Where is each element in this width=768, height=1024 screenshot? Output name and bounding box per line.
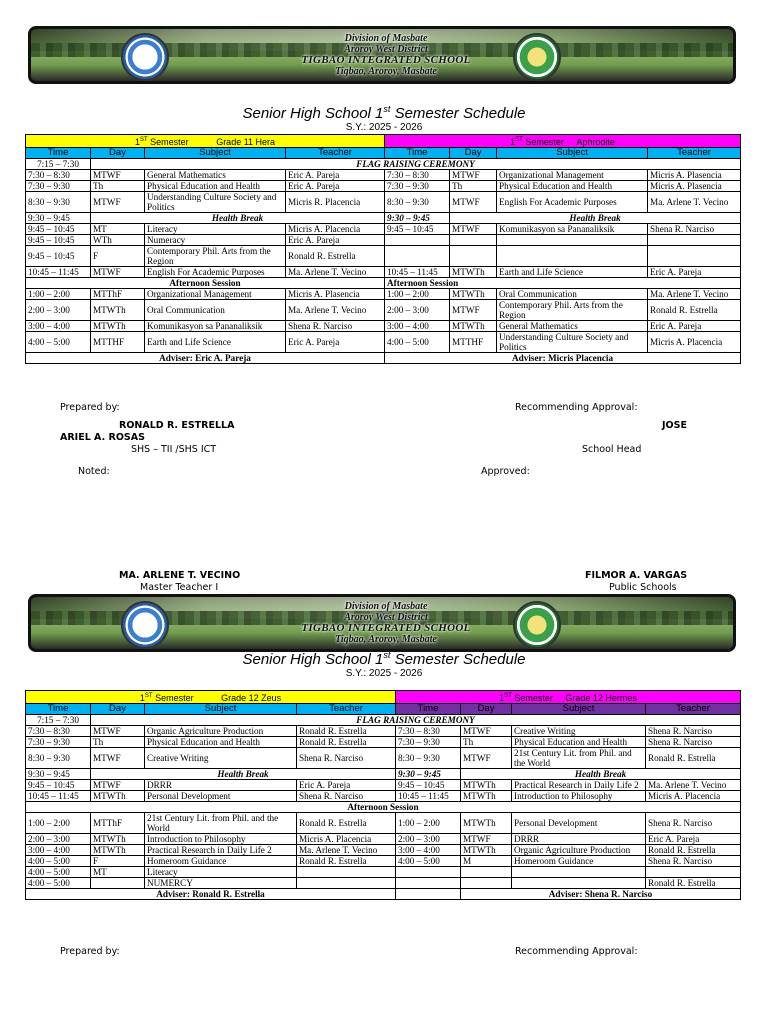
cell-day: MTWF [91,267,145,278]
cell-day: MTWTh [461,845,512,856]
adviser-left: Adviser: Ronald R. Estrella [26,889,396,900]
health-break-time: 9:30 – 9:45 [385,213,450,224]
col-day: Day [461,704,512,715]
cell-subject: Organizational Management [497,170,648,181]
cell-teacher [646,867,741,878]
banner-line-district: Aroroy West District [344,44,428,55]
cell-subject: Contemporary Phil. Arts from the Region [145,246,286,267]
cell-subject: Introduction to Philosophy [512,791,646,802]
cell-teacher: Ronald R. Estrella [297,856,396,867]
schedule-table-grade12 [25,690,741,900]
schedule-row [26,224,741,235]
school-banner [28,26,736,84]
cell-subject: Oral Communication [497,289,648,300]
cell-day: MTWTh [450,267,497,278]
banner-text [221,33,551,77]
banner-line-school: TIGBAO INTEGRATED SCHOOL [301,622,471,634]
schedule-row [26,726,741,737]
banner-line-division: Division of Masbate [344,601,428,612]
cell-day [450,235,497,246]
afternoon-session-label: Afternoon Session [26,278,385,289]
cell-day: MTWF [461,748,512,769]
cell-day: MTWTh [461,780,512,791]
schedule-row [26,300,741,321]
cell-day: F [91,856,145,867]
adviser-row [26,353,741,364]
schedule-row [26,289,741,300]
cell-time: 7:30 – 8:30 [26,726,91,737]
cell-time: 10:45 – 11:45 [385,267,450,278]
cell-time: 9:45 – 10:45 [385,224,450,235]
cell-subject: Understanding Culture Society and Politics [497,332,648,353]
cell-subject: Homeroom Guidance [145,856,297,867]
health-break-label: Health Break [461,769,741,780]
schedule-row [26,192,741,213]
cell-time: 2:00 – 3:00 [26,834,91,845]
cell-day: MTTHF [450,332,497,353]
cell-day [91,878,145,889]
signatory-position: SHS – TII /SHS ICT [131,444,217,455]
schedule-row [26,748,741,769]
schedule-row [26,867,741,878]
cell-subject: Literacy [145,224,286,235]
cell-subject [497,235,648,246]
flag-ceremony-label: FLAG RAISING CEREMONY [91,715,741,726]
cell-day: WTh [91,235,145,246]
health-break-label: Health Break [450,213,741,224]
signatory-name: JOSE [662,420,687,431]
cell-teacher: Ronald R. Estrella [646,748,741,769]
cell-day: MTTHF [91,332,145,353]
health-break-time: 9:30 – 9:45 [26,213,91,224]
cell-teacher: Shena R. Narciso [646,856,741,867]
cell-subject [497,246,648,267]
schedule-row [26,170,741,181]
signatory-name: ARIEL A. ROSAS [60,432,145,443]
cell-time [396,867,461,878]
cell-teacher [648,246,741,267]
cell-time: 9:45 – 10:45 [26,780,91,791]
signatory-name: FILMOR A. VARGAS [585,570,688,581]
cell-day: MTWTh [91,300,145,321]
cell-day: MTWF [450,170,497,181]
col-time: Time [385,148,450,159]
schedule-row [26,267,741,278]
cell-day: MTWTh [461,813,512,834]
cell-day: MTWTh [91,845,145,856]
afternoon-session-label: Afternoon Session [26,802,741,813]
schedule-row [26,737,741,748]
schedule-row [26,332,741,353]
cell-subject: Contemporary Phil. Arts from the Region [497,300,648,321]
col-time: Time [396,704,461,715]
cell-teacher: Ronald R. Estrella [646,878,741,889]
flag-time: 7:15 – 7:30 [26,159,91,170]
cell-teacher: Eric A. Pareja [286,181,385,192]
adviser-spacer [396,889,461,900]
cell-teacher [648,235,741,246]
cell-day: M [461,856,512,867]
school-year: S.Y.: 2025 - 2026 [345,668,423,679]
noted-label: Noted: [78,466,110,477]
adviser-row [26,889,741,900]
cell-subject [512,867,646,878]
cell-time: 3:00 – 4:00 [26,321,91,332]
cell-teacher: Ronald R. Estrella [648,300,741,321]
cell-teacher: Micris A. Plasencia [648,170,741,181]
school-year: S.Y.: 2025 - 2026 [345,122,423,133]
cell-subject: Creative Writing [145,748,297,769]
cell-day: MTWF [91,748,145,769]
schedule-row [26,246,741,267]
col-day: Day [91,704,145,715]
col-teacher: Teacher [297,704,396,715]
col-subject: Subject [145,704,297,715]
signatory-name: MA. ARLENE T. VECINO [119,570,241,581]
cell-teacher: Ronald R. Estrella [297,737,396,748]
schedule-row [26,834,741,845]
cell-teacher: Ma. Arlene T. Vecino [286,267,385,278]
cell-day: MTThF [91,289,145,300]
col-teacher: Teacher [648,148,741,159]
cell-teacher: Shena R. Narciso [297,748,396,769]
col-time: Time [26,148,91,159]
cell-teacher: Shena R. Narciso [646,737,741,748]
cell-teacher: Ma. Arlene T. Vecino [648,192,741,213]
flag-time: 7:15 – 7:30 [26,715,91,726]
cell-subject: Numeracy [145,235,286,246]
cell-time: 7:30 – 9:30 [26,737,91,748]
cell-subject: Practical Research in Daily Life 2 [512,780,646,791]
cell-teacher: Ronald R. Estrella [297,813,396,834]
prepared-by-label: Prepared by: [60,402,120,413]
cell-time: 2:00 – 3:00 [385,300,450,321]
schedule-row [26,845,741,856]
semester-header-row [26,691,741,704]
cell-subject: DRRR [145,780,297,791]
cell-time: 8:30 – 9:30 [396,748,461,769]
cell-day: MTWF [91,780,145,791]
cell-teacher: Micris A. Placencia [648,332,741,353]
cell-subject: 21st Century Lit. from Phil. and the World [145,813,297,834]
cell-teacher: Shena R. Narciso [648,224,741,235]
cell-teacher: Micris A. Placencia [297,834,396,845]
cell-teacher: Ma. Arlene T. Vecino [648,289,741,300]
cell-time: 8:30 – 9:30 [26,748,91,769]
cell-day: MTWTh [450,289,497,300]
cell-time [385,235,450,246]
health-break-time: 9:30 – 9:45 [26,769,91,780]
left-semester-header: 1ST Semester Grade 11 Hera [26,135,385,148]
cell-subject: Physical Education and Health [145,181,286,192]
cell-subject: Physical Education and Health [145,737,297,748]
cell-time: 4:00 – 5:00 [385,332,450,353]
cell-time: 7:30 – 9:30 [26,181,91,192]
school-seal-logo [121,33,169,81]
prepared-by-label: Prepared by: [60,946,120,957]
cell-time: 3:00 – 4:00 [396,845,461,856]
cell-time: 10:45 – 11:45 [396,791,461,802]
afternoon-session-row [26,278,741,289]
cell-time: 7:30 – 8:30 [385,170,450,181]
cell-time [385,246,450,267]
cell-subject: Oral Communication [145,300,286,321]
col-time: Time [26,704,91,715]
cell-teacher: Eric A. Pareja [648,267,741,278]
cell-teacher: Ronald R. Estrella [646,845,741,856]
cell-time: 9:45 – 10:45 [396,780,461,791]
cell-subject: Komunikasyon sa Pananaliksik [497,224,648,235]
col-day: Day [91,148,145,159]
cell-time: 10:45 – 11:45 [26,267,91,278]
cell-subject: Introduction to Philosophy [145,834,297,845]
schedule-row [26,780,741,791]
cell-day: Th [91,181,145,192]
health-break-row [26,769,741,780]
left-semester-header: 1ST Semester Grade 12 Zeus [26,691,396,704]
semester-header-row [26,135,741,148]
cell-time: 4:00 – 5:00 [26,332,91,353]
cell-time: 7:30 – 9:30 [385,181,450,192]
cell-time [396,878,461,889]
cell-time: 4:00 – 5:00 [396,856,461,867]
cell-day: MT [91,224,145,235]
cell-day [461,878,512,889]
col-subject: Subject [145,148,286,159]
cell-time: 1:00 – 2:00 [26,289,91,300]
cell-subject: Organizational Management [145,289,286,300]
adviser-right: Adviser: Micris Placencia [385,353,741,364]
cell-day: MTWF [450,192,497,213]
approved-label: Approved: [481,466,530,477]
cell-day: MTWF [461,726,512,737]
cell-subject: Organic Agriculture Production [145,726,297,737]
cell-time: 7:30 – 8:30 [26,170,91,181]
cell-day [450,246,497,267]
flag-ceremony-row [26,715,741,726]
cell-day: MTWF [450,224,497,235]
banner-line-district: Aroroy West District [344,612,428,623]
cell-time: 7:30 – 8:30 [396,726,461,737]
cell-teacher: Eric A. Pareja [297,780,396,791]
cell-time: 1:00 – 2:00 [385,289,450,300]
cell-time: 3:00 – 4:00 [26,845,91,856]
health-break-label: Health Break [91,213,385,224]
cell-time: 1:00 – 2:00 [396,813,461,834]
cell-teacher: Eric A. Pareja [646,834,741,845]
column-header-row [26,148,741,159]
cell-time: 4:00 – 5:00 [26,878,91,889]
schedule-row [26,813,741,834]
cell-subject: Understanding Culture Society and Politics [145,192,286,213]
cell-teacher: Eric A. Pareja [286,332,385,353]
cell-time: 3:00 – 4:00 [385,321,450,332]
health-break-row [26,213,741,224]
cell-day: MTWTh [450,321,497,332]
health-break-label: Health Break [91,769,396,780]
cell-subject: 21st Century Lit. from Phil. and the World [512,748,646,769]
afternoon-session-label: Afternoon Session [385,278,741,289]
page-title: Senior High School 1st Semester Schedule [242,104,526,122]
cell-day: MTWF [450,300,497,321]
deped-seal-logo [513,601,561,649]
col-day: Day [450,148,497,159]
cell-day [461,867,512,878]
cell-subject: Homeroom Guidance [512,856,646,867]
cell-time: 2:00 – 3:00 [396,834,461,845]
cell-teacher: Ma. Arlene T. Vecino [646,780,741,791]
school-seal-logo [121,601,169,649]
cell-teacher: Shena R. Narciso [286,321,385,332]
signatory-position: Public Schools [609,582,677,593]
col-teacher: Teacher [646,704,741,715]
cell-teacher: Micris A. Plasencia [286,289,385,300]
cell-teacher [297,867,396,878]
banner-line-address: Tigbao, Aroroy, Masbate [335,66,437,77]
schedule-table-grade11 [25,134,741,364]
cell-teacher: Eric A. Pareja [286,170,385,181]
cell-day: MTThF [91,813,145,834]
cell-day: Th [461,737,512,748]
cell-teacher: Eric A. Pareja [648,321,741,332]
cell-teacher: Shena R. Narciso [297,791,396,802]
right-semester-header: 1ST Semester Aphrodite [385,135,741,148]
signatory-position: School Head [582,444,642,455]
cell-subject: DRRR [512,834,646,845]
afternoon-session-row [26,802,741,813]
cell-time: 10:45 – 11:45 [26,791,91,802]
cell-subject: English For Academic Purposes [497,192,648,213]
health-break-time: 9:30 – 9:45 [396,769,461,780]
cell-teacher: Shena R. Narciso [646,813,741,834]
schedule-row [26,181,741,192]
banner-line-school: TIGBAO INTEGRATED SCHOOL [301,54,471,66]
cell-day: Th [91,737,145,748]
cell-teacher: Shena R. Narciso [646,726,741,737]
cell-subject: Komunikasyon sa Pananaliksik [145,321,286,332]
cell-subject: Physical Education and Health [497,181,648,192]
cell-subject: Physical Education and Health [512,737,646,748]
schedule-row [26,856,741,867]
cell-day: MTWTh [461,791,512,802]
cell-subject: NUMERCY [145,878,297,889]
cell-time: 4:00 – 5:00 [26,856,91,867]
cell-teacher: Micris A. Placencia [646,791,741,802]
cell-day: MTWTh [91,834,145,845]
cell-subject: Personal Development [145,791,297,802]
cell-time: 9:45 – 10:45 [26,235,91,246]
cell-teacher: Ma. Arlene T. Vecino [286,300,385,321]
cell-time: 8:30 – 9:30 [26,192,91,213]
cell-subject: Earth and Life Science [497,267,648,278]
deped-seal-logo [513,33,561,81]
cell-day: MT [91,867,145,878]
cell-teacher: Ronald R. Estrella [297,726,396,737]
school-banner [28,594,736,652]
column-header-row [26,704,741,715]
cell-subject: General Mathematics [497,321,648,332]
cell-time: 9:45 – 10:45 [26,224,91,235]
banner-line-division: Division of Masbate [344,33,428,44]
cell-day: MTWF [461,834,512,845]
cell-teacher: Ma. Arlene T. Vecino [297,845,396,856]
signatory-name: RONALD R. ESTRELLA [119,420,235,431]
col-teacher: Teacher [286,148,385,159]
cell-subject: Personal Development [512,813,646,834]
adviser-right: Adviser: Shena R. Narciso [461,889,741,900]
col-subject: Subject [512,704,646,715]
cell-teacher: Eric A. Pareja [286,235,385,246]
cell-time: 4:00 – 5:00 [26,867,91,878]
schedule-row [26,321,741,332]
cell-day: MTWF [91,170,145,181]
banner-text [221,601,551,645]
cell-day: MTWF [91,726,145,737]
adviser-left: Adviser: Eric A. Pareja [26,353,385,364]
cell-subject [512,878,646,889]
cell-subject: Creative Writing [512,726,646,737]
schedule-row [26,235,741,246]
recommending-approval-label: Recommending Approval: [515,946,638,957]
cell-subject: Literacy [145,867,297,878]
page-title: Senior High School 1st Semester Schedule [242,650,526,668]
cell-time: 7:30 – 9:30 [396,737,461,748]
col-subject: Subject [497,148,648,159]
cell-subject: Practical Research in Daily Life 2 [145,845,297,856]
cell-subject: Earth and Life Science [145,332,286,353]
recommending-approval-label: Recommending Approval: [515,402,638,413]
cell-time: 9:45 – 10:45 [26,246,91,267]
cell-day: F [91,246,145,267]
cell-time: 8:30 – 9:30 [385,192,450,213]
cell-time: 1:00 – 2:00 [26,813,91,834]
cell-teacher: Micris R. Placencia [286,192,385,213]
flag-ceremony-label: FLAG RAISING CEREMONY [91,159,741,170]
cell-day: MTWTh [91,791,145,802]
cell-teacher: Ronald R. Estrella [286,246,385,267]
cell-subject: General Mathematics [145,170,286,181]
cell-time: 2:00 – 3:00 [26,300,91,321]
cell-teacher: Micris A. Plasencia [648,181,741,192]
cell-subject: English For Academic Purposes [145,267,286,278]
cell-teacher [297,878,396,889]
flag-ceremony-row [26,159,741,170]
cell-day: MTWF [91,192,145,213]
right-semester-header: 1ST Semester Grade 12 Hermes [396,691,741,704]
banner-line-address: Tigbao, Aroroy, Masbate [335,634,437,645]
schedule-row [26,878,741,889]
cell-day: MTWTh [91,321,145,332]
cell-teacher: Micris A. Placencia [286,224,385,235]
cell-day: Th [450,181,497,192]
schedule-row [26,791,741,802]
signatory-position: Master Teacher I [140,582,219,593]
cell-subject: Organic Agriculture Production [512,845,646,856]
